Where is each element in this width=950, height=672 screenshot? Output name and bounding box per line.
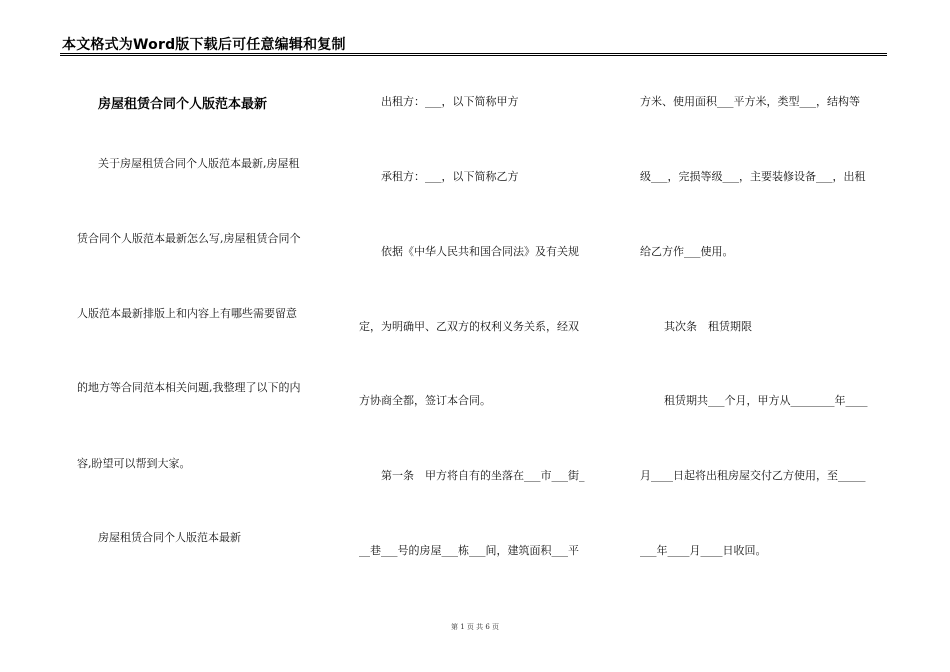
header-divider-thin bbox=[60, 55, 887, 56]
text-line: __巷___号的房屋___栋___间，建筑面积___平 bbox=[359, 544, 579, 557]
text-line: 人版范本最新排版上和内容上有哪些需要留意 bbox=[77, 307, 297, 320]
text-line: 方米、使用面积___平方米，类型___，结构等 bbox=[640, 95, 860, 108]
section-heading: 其次条 租赁期限 bbox=[664, 320, 752, 333]
text-line: 第一条 甲方将自有的坐落在___市___街_ bbox=[381, 469, 585, 482]
document-title: 房屋租赁合同个人版范本最新 bbox=[98, 97, 268, 112]
page-header: 本文格式为Word版下载后可任意编辑和复制 bbox=[62, 37, 346, 53]
text-line: 定，为明确甲、乙双方的权利义务关系，经双 bbox=[359, 320, 579, 333]
text-line: 给乙方作___使用。 bbox=[640, 245, 734, 258]
text-line: 容,盼望可以帮到大家。 bbox=[77, 457, 191, 470]
text-line: 级___，完损等级___，主要装修设备___，出租 bbox=[640, 170, 866, 183]
page-number: 第 1 页 共 6 页 bbox=[450, 623, 500, 631]
header-divider bbox=[60, 53, 887, 54]
text-line: 的地方等合同范本相关问题,我整理了以下的内 bbox=[77, 381, 301, 394]
text-line: 月____日起将出租房屋交付乙方使用，至_____ bbox=[640, 469, 866, 482]
text-line: 方协商全都，签订本合同。 bbox=[359, 394, 491, 407]
text-line: 租赁期共___个月，甲方从________年____ bbox=[664, 394, 868, 407]
text-line: 依据《中华人民共和国合同法》及有关规 bbox=[381, 245, 579, 258]
text-line: ___年____月____日收回。 bbox=[640, 544, 767, 557]
text-line: 承租方：___，以下简称乙方 bbox=[381, 170, 519, 183]
text-line: 关于房屋租赁合同个人版范本最新,房屋租 bbox=[98, 157, 300, 170]
section-heading: 房屋租赁合同个人版范本最新 bbox=[98, 531, 241, 544]
text-line: 赁合同个人版范本最新怎么写,房屋租赁合同个 bbox=[77, 232, 301, 245]
text-line: 出租方：___，以下简称甲方 bbox=[381, 95, 519, 108]
